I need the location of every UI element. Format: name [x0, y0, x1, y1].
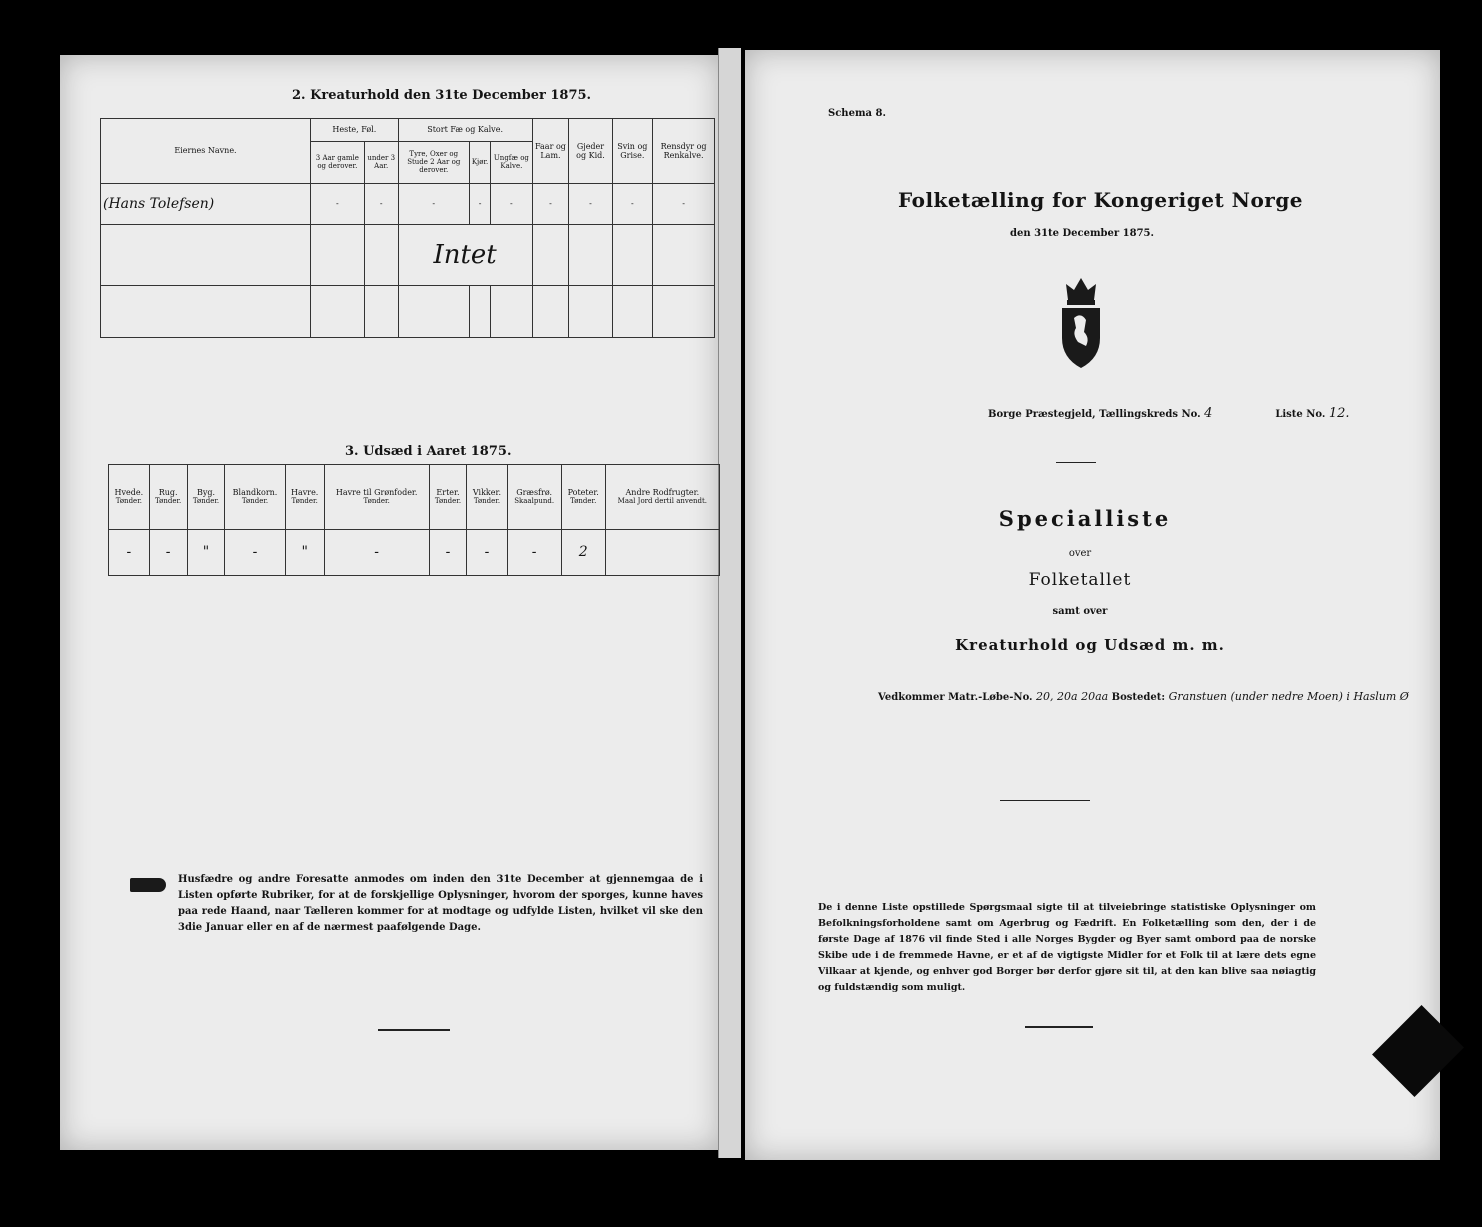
seed-header-unit: Tønder.: [291, 497, 318, 506]
livestock-value: -: [311, 183, 365, 225]
seed-value: ": [285, 529, 324, 575]
divider: [1000, 800, 1090, 801]
seed-header-unit: Tønder.: [434, 497, 462, 506]
seed-header-name: Blandkorn.: [232, 488, 278, 498]
seed-header-unit: Skaalpund.: [514, 497, 555, 506]
seed-header: [187, 465, 225, 530]
document-title: Folketælling for Kongeriget Norge: [898, 188, 1304, 212]
livestock-table: [100, 118, 715, 338]
seed-header-unit: Tønder.: [363, 497, 390, 506]
bostedet-label: Bostedet:: [1111, 692, 1166, 703]
seed-header-name: Erter.: [436, 488, 460, 498]
seed-header: [285, 465, 324, 530]
seed-header-unit: Tønder.: [241, 497, 269, 506]
owner-name: (Hans Tolefsen): [101, 183, 311, 225]
seed-header-name: Vikker.: [472, 488, 502, 498]
seed-value: 2: [561, 529, 605, 575]
horses-sub1: 3 Aar gamle og derover.: [311, 141, 365, 183]
seed-header: [225, 465, 285, 530]
section3-title: 3. Udsæd i Aaret 1875.: [345, 444, 512, 459]
cattle-sub2: Kjør.: [469, 141, 490, 183]
seed-header: [109, 465, 150, 530]
folketallet-heading: Folketallet: [1028, 570, 1132, 590]
livestock-value: -: [364, 183, 398, 225]
divider: [378, 1029, 450, 1031]
address-line: [878, 690, 1409, 703]
divider: [1056, 462, 1096, 463]
horses-sub2: under 3 Aar.: [364, 141, 398, 183]
seed-value: ": [187, 529, 225, 575]
reindeer-header: Rensdyr og Renkalve.: [653, 119, 715, 184]
parish-value: Borge: [988, 409, 1022, 420]
location-line: [988, 406, 1350, 421]
seed-value: -: [225, 529, 285, 575]
livestock-value: -: [398, 183, 469, 225]
seed-header-name: Byg.: [196, 488, 216, 498]
seed-header: [149, 465, 187, 530]
seed-value: -: [149, 529, 187, 575]
bostedet-value: Granstuen (under nedre Moen) i Haslum Ø: [1168, 690, 1409, 703]
seed-header-name: Andre Rodfrugter.: [625, 488, 700, 498]
seed-value: -: [507, 529, 561, 575]
seed-header: [467, 465, 507, 530]
list-value: 12.: [1328, 406, 1350, 421]
seed-table: [108, 464, 720, 576]
livestock-value: -: [532, 183, 569, 225]
seed-header: [507, 465, 561, 530]
seed-header-unit: Tønder.: [570, 497, 597, 506]
seed-header-unit: Tønder.: [155, 497, 182, 506]
seed-header-name: Havre.: [290, 488, 319, 498]
horses-header: Heste, Føl.: [311, 119, 399, 142]
divider: [1025, 1026, 1093, 1028]
intet-stamp: Intet: [398, 225, 532, 285]
section2-title: 2. Kreaturhold den 31te December 1875.: [292, 88, 592, 103]
livestock-value: -: [653, 183, 715, 225]
seed-header-name: Havre til Grønfoder.: [335, 488, 418, 498]
samt-over-label: samt over: [1052, 606, 1108, 617]
seed-header: [429, 465, 467, 530]
seed-header-unit: Maal Jord dertil anvendt.: [617, 497, 707, 506]
pointing-hand-icon: [130, 878, 166, 892]
matr-value: 20, 20a 20aa: [1036, 690, 1109, 703]
livestock-value: -: [569, 183, 612, 225]
livestock-value: -: [491, 183, 532, 225]
over-label: over: [1068, 548, 1092, 559]
census-date: den 31te December 1875.: [1010, 228, 1154, 239]
owner-header: Eiernes Navne.: [101, 119, 311, 184]
parish-label: Præstegjeld,: [1025, 409, 1096, 420]
seed-value: -: [429, 529, 467, 575]
sheep-header: Faar og Lam.: [532, 119, 569, 184]
instruction-notice: Husfædre og andre Foresatte anmodes om inden den 31te December at gjennemgaa de i Listen opførte Rubriker, for at de forskjellige Oplysninger, hvorom der sporges, kunne haves paa rede Haand, naar Tælleren kommer for at modtage og udfylde Listen, hvilket vil ske den 3die Januar eller en af de nærmest paafølgende Dage.: [178, 874, 703, 933]
seed-header-unit: Tønder.: [192, 497, 220, 506]
goats-header: Gjeder og Kid.: [569, 119, 612, 184]
seed-value: -: [109, 529, 150, 575]
livestock-value: -: [612, 183, 653, 225]
page-spine: [718, 48, 741, 1158]
seed-value: [605, 529, 719, 575]
seed-header: [561, 465, 605, 530]
seed-value: -: [324, 529, 429, 575]
seed-header-unit: Tønder.: [473, 497, 501, 506]
cattle-sub3: Ungfæ og Kalve.: [491, 141, 532, 183]
list-label: Liste No.: [1275, 409, 1326, 420]
seed-header-name: Rug.: [158, 488, 178, 498]
kreaturhold-heading: Kreaturhold og Udsæd m. m.: [955, 636, 1225, 654]
cattle-header: Stort Fæ og Kalve.: [398, 119, 532, 142]
seed-header: [605, 465, 719, 530]
district-value: 4: [1204, 406, 1213, 421]
seed-header-name: Græsfrø.: [516, 488, 553, 498]
specialliste-heading: Specialliste: [998, 506, 1172, 531]
schema-label: Schema 8.: [828, 108, 886, 119]
matr-label: Vedkommer Matr.-Løbe-No.: [878, 692, 1033, 703]
livestock-value: -: [469, 183, 490, 225]
seed-header-unit: Tønder.: [115, 497, 142, 506]
pigs-header: Svin og Grise.: [612, 119, 653, 184]
livestock-row: [101, 183, 715, 225]
seed-value: -: [467, 529, 507, 575]
cattle-sub1: Tyre, Oxer og Stude 2 Aar og derover.: [398, 141, 469, 183]
census-description: De i denne Liste opstillede Spørgsmaal sigte til at tilveiebringe statistiske Oplysninger om Befolkningsforholdene samt om Agerbrug og Fædrift. En Folketælling som den, der i de første Dage af 1876 vil finde Sted i alle Norges Bygder og Byer samt ombord paa de norske Skibe ude i de fremmede Havne, er et af de vigtigste Midler for et Folk til at lære dets egne Vilkaar at kjende, og enhver god Borger bør derfor gjøre sit til, at den kan blive saa nøiagtig og fuldstændig som muligt.: [818, 902, 1316, 993]
coat-of-arms-icon: [1058, 272, 1104, 370]
seed-header-name: Hvede.: [114, 488, 144, 498]
district-label: Tællingskreds No.: [1099, 409, 1201, 420]
seed-header: [324, 465, 429, 530]
seed-header-name: Poteter.: [567, 488, 599, 498]
